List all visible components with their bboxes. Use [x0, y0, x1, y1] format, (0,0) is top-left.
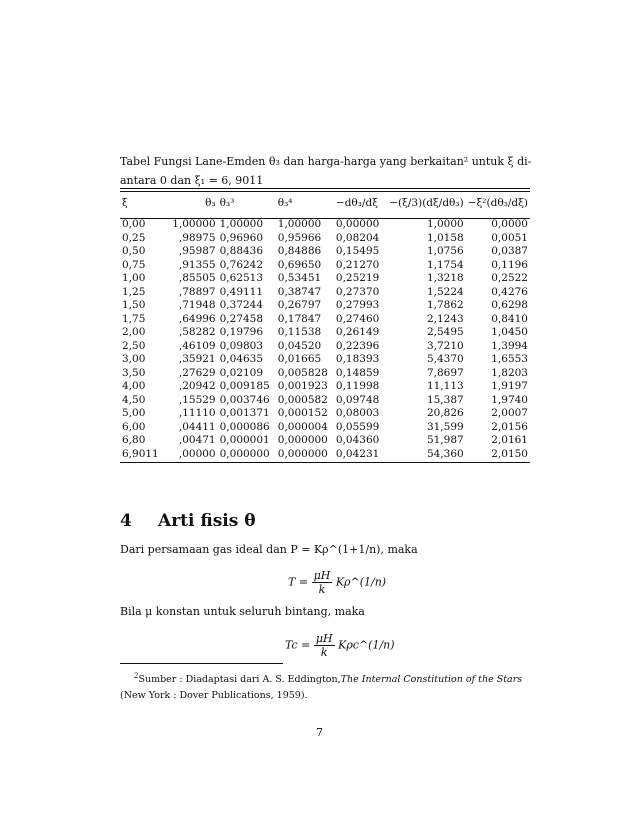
table-row	[120, 448, 530, 462]
table-cell: 0,00000	[335, 218, 380, 230]
footnote-book-title: The Internal Constitution of the Stars	[340, 674, 523, 686]
table-row	[120, 380, 530, 394]
table-cell: ,27629	[178, 366, 216, 379]
table-header-cell: θ₃³	[219, 197, 235, 209]
table-row	[120, 340, 530, 354]
table-row	[120, 407, 530, 421]
table-cell: 51,987	[426, 434, 464, 446]
eq1-rest: Kρ^(1/n)	[335, 575, 387, 589]
table-cell: 0,000000	[277, 447, 328, 460]
footnote-text-a: Sumber : Diadaptasi dari A. S. Eddington,	[138, 674, 341, 686]
caption-line-2: antara 0 dan ξ₁ = 6, 9011	[120, 174, 264, 187]
lane-emden-table	[120, 188, 530, 461]
table-cell: 0,001371	[219, 407, 270, 419]
table-cell: 1,9740	[491, 393, 528, 406]
table-cell: ,95987	[178, 245, 216, 257]
table-cell: 0,00	[122, 218, 146, 230]
table-cell: 54,360	[426, 447, 464, 460]
eq1-denominator: k	[318, 583, 326, 596]
table-cell: 0,84886	[277, 245, 322, 257]
table-row	[120, 232, 530, 246]
table-cell: 1,0756	[426, 245, 464, 257]
table-cell: 0,76242	[219, 258, 264, 271]
table-row	[120, 299, 530, 313]
table-cell: 2,5495	[426, 326, 464, 338]
table-cell: 1,6553	[491, 353, 528, 365]
table-row	[120, 394, 530, 408]
table-cell: 6,00	[122, 420, 146, 433]
table-cell: ,00000	[178, 447, 216, 460]
table-cell: 0,27460	[335, 312, 380, 325]
table-cell: 2,0161	[491, 434, 528, 446]
table-cell: 0,005828	[277, 366, 328, 379]
table-cell: 0,4276	[491, 285, 528, 298]
table-cell: 0,37244	[219, 299, 264, 311]
table-cell: 0,69650	[277, 258, 322, 271]
table-cell: 0,88436	[219, 245, 264, 257]
table-cell: 1,25	[122, 285, 146, 298]
table-cell: 0,04360	[335, 434, 380, 446]
table-cell: 1,00000	[219, 218, 264, 230]
table-cell: 1,5224	[426, 285, 464, 298]
footnote-mark: 2	[134, 672, 139, 680]
table-cell: 1,1754	[426, 258, 464, 271]
table-cell: 0,000004	[277, 420, 328, 433]
table-cell: ,35921	[178, 353, 216, 365]
table-cell: 4,50	[122, 393, 146, 406]
table-cell: 0,53451	[277, 272, 322, 284]
table-cell: 2,00	[122, 326, 146, 338]
table-cell: 7,8697	[426, 366, 464, 379]
table-row	[120, 367, 530, 381]
equation-temperature	[288, 569, 386, 596]
table-row	[120, 218, 530, 232]
table-cell: 0,75	[122, 258, 146, 271]
eq1-numerator: μH	[313, 569, 331, 582]
table-cell: 6,80	[122, 434, 146, 446]
table-cell: ,85505	[178, 272, 216, 284]
table-cell: 0,0051	[491, 231, 528, 244]
table-header-row	[120, 188, 530, 218]
footnote	[120, 668, 532, 704]
table-header-cell: ξ	[122, 197, 128, 209]
table-cell: 0,000152	[277, 407, 328, 419]
table-cell: 3,00	[122, 353, 146, 365]
table-cell: 0,8410	[491, 312, 528, 325]
table-cell: 0,001923	[277, 380, 328, 392]
table-cell: 5,00	[122, 407, 146, 419]
table-cell: ,98975	[178, 231, 216, 244]
table-row	[120, 313, 530, 327]
table-cell: 1,00000	[172, 218, 216, 230]
footnote-text-b: (New York : Dover Publications, 1959).	[120, 690, 308, 702]
paragraph-gas-ideal: Dari persamaan gas ideal dan P = Kρ^(1+1/n), maka	[120, 543, 418, 556]
table-cell: 0,18393	[335, 353, 380, 365]
table-cell: ,04411	[178, 420, 216, 433]
eq2-fraction	[314, 632, 335, 659]
table-cell: 3,7210	[426, 339, 464, 352]
table-cell: 0,27458	[219, 312, 264, 325]
eq2-denominator: k	[320, 646, 328, 659]
paragraph-mu-constant: Bila μ konstan untuk seluruh bintang, maka	[120, 605, 365, 618]
table-cell: 0,003746	[219, 393, 270, 406]
table-cell: 15,387	[426, 393, 464, 406]
table-cell: 0,49111	[219, 285, 264, 298]
table-cell: 5,4370	[426, 353, 464, 365]
table-cell: 0,11998	[335, 380, 380, 392]
section-heading	[120, 511, 256, 531]
table-row	[120, 326, 530, 340]
table-cell: 0,26797	[277, 299, 322, 311]
table-row	[120, 421, 530, 435]
table-cell: 3,50	[122, 366, 146, 379]
table-cell: 0,05599	[335, 420, 380, 433]
table-cell: ,64996	[178, 312, 216, 325]
eq2-rest: Kρc^(1/n)	[338, 638, 395, 652]
table-header-cell: −dθ₃/dξ	[335, 197, 378, 209]
table-cell: 1,0000	[426, 218, 464, 230]
table-cell: ,11110	[178, 407, 216, 419]
table-cell: 0,27993	[335, 299, 380, 311]
table-cell: 0,17847	[277, 312, 322, 325]
table-cell: 0,000000	[219, 447, 270, 460]
table-cell: 0,09748	[335, 393, 380, 406]
table-cell: 31,599	[426, 420, 464, 433]
table-cell: 6,9011	[122, 447, 159, 460]
eq2-lhs: Tc =	[285, 638, 311, 652]
table-cell: 0,11538	[277, 326, 322, 338]
table-cell: 2,0007	[491, 407, 528, 419]
table-cell: 0,62513	[219, 272, 264, 284]
table-bottom-rule	[120, 462, 530, 463]
table-cell: 1,00	[122, 272, 146, 284]
table-cell: 0,08204	[335, 231, 380, 244]
table-cell: 1,00000	[277, 218, 322, 230]
table-cell: 0,25219	[335, 272, 380, 284]
table-cell: 0,000582	[277, 393, 328, 406]
table-cell: 1,8203	[491, 366, 528, 379]
table-cell: 0,009185	[219, 380, 270, 392]
table-row	[120, 272, 530, 286]
table-cell: 0,27370	[335, 285, 380, 298]
table-cell: 0,15495	[335, 245, 380, 257]
table-cell: 0,96960	[219, 231, 264, 244]
table-cell: ,78897	[178, 285, 216, 298]
eq1-fraction	[312, 569, 333, 596]
table-cell: 0,04635	[219, 353, 264, 365]
table-cell: 4,00	[122, 380, 146, 392]
table-cell: 0,08003	[335, 407, 380, 419]
table-cell: ,20942	[178, 380, 216, 392]
table-cell: 0,6298	[491, 299, 528, 311]
table-cell: 2,0156	[491, 420, 528, 433]
table-cell: 1,3218	[426, 272, 464, 284]
table-cell: 2,50	[122, 339, 146, 352]
table-row	[120, 353, 530, 367]
table-cell: 0,1196	[491, 258, 528, 271]
table-header-cell: −ξ²(dθ₃/dξ)	[467, 197, 528, 209]
table-cell: 0,000001	[219, 434, 270, 446]
table-cell: 0,14859	[335, 366, 380, 379]
table-cell: 0,19796	[219, 326, 264, 338]
caption-line-1: Tabel Fungsi Lane-Emden θ₃ dan harga-harga yang berkaitan² untuk ξ di-	[120, 155, 532, 168]
table-cell: 0,2522	[491, 272, 528, 284]
equation-central-temperature	[285, 632, 395, 659]
table-cell: 0,09803	[219, 339, 264, 352]
table-cell: 1,0450	[491, 326, 528, 338]
table-cell: ,91355	[178, 258, 216, 271]
table-cell: 0,02109	[219, 366, 264, 379]
table-cell: ,15529	[178, 393, 216, 406]
table-cell: 0,0000	[491, 218, 528, 230]
table-row	[120, 286, 530, 300]
table-cell: 0,22396	[335, 339, 380, 352]
table-cell: 0,04520	[277, 339, 322, 352]
table-cell: 0,50	[122, 245, 146, 257]
table-body	[120, 218, 530, 461]
table-cell: 2,0150	[491, 447, 528, 460]
table-cell: 2,1243	[426, 312, 464, 325]
table-cell: 0,38747	[277, 285, 322, 298]
table-cell: 1,75	[122, 312, 146, 325]
section-title: Arti fisis θ	[158, 511, 256, 531]
table-cell: 0,04231	[335, 447, 380, 460]
table-header-cell: θ₃⁴	[277, 197, 293, 209]
table-cell: 1,0158	[426, 231, 464, 244]
eq2-numerator: μH	[315, 632, 333, 645]
table-cell: 0,000000	[277, 434, 328, 446]
section-number: 4	[120, 511, 132, 531]
table-cell: 1,7862	[426, 299, 464, 311]
footnote-rule	[120, 663, 283, 664]
table-row	[120, 259, 530, 273]
table-cell: 0,0387	[491, 245, 528, 257]
table-cell: 0,95966	[277, 231, 322, 244]
table-cell: ,71948	[178, 299, 216, 311]
table-cell: ,46109	[178, 339, 216, 352]
table-cell: 1,3994	[491, 339, 528, 352]
page-number: 7	[316, 726, 323, 739]
table-row	[120, 434, 530, 448]
table-cell: 0,26149	[335, 326, 380, 338]
table-cell: ,00471	[178, 434, 216, 446]
table-cell: ,58282	[178, 326, 216, 338]
table-cell: 20,826	[426, 407, 464, 419]
table-row	[120, 245, 530, 259]
table-cell: 0,25	[122, 231, 146, 244]
table-cell: 0,21270	[335, 258, 380, 271]
table-cell: 1,9197	[491, 380, 528, 392]
table-cell: 0,01665	[277, 353, 322, 365]
table-cell: 11,113	[426, 380, 464, 392]
table-header-cell: θ₃	[205, 197, 216, 209]
table-caption	[120, 152, 532, 190]
eq1-lhs: T =	[288, 575, 309, 589]
table-cell: 1,50	[122, 299, 146, 311]
table-cell: 0,000086	[219, 420, 270, 433]
table-header-cell: −(ξ/3)(dξ/dθ₃)	[389, 197, 464, 209]
